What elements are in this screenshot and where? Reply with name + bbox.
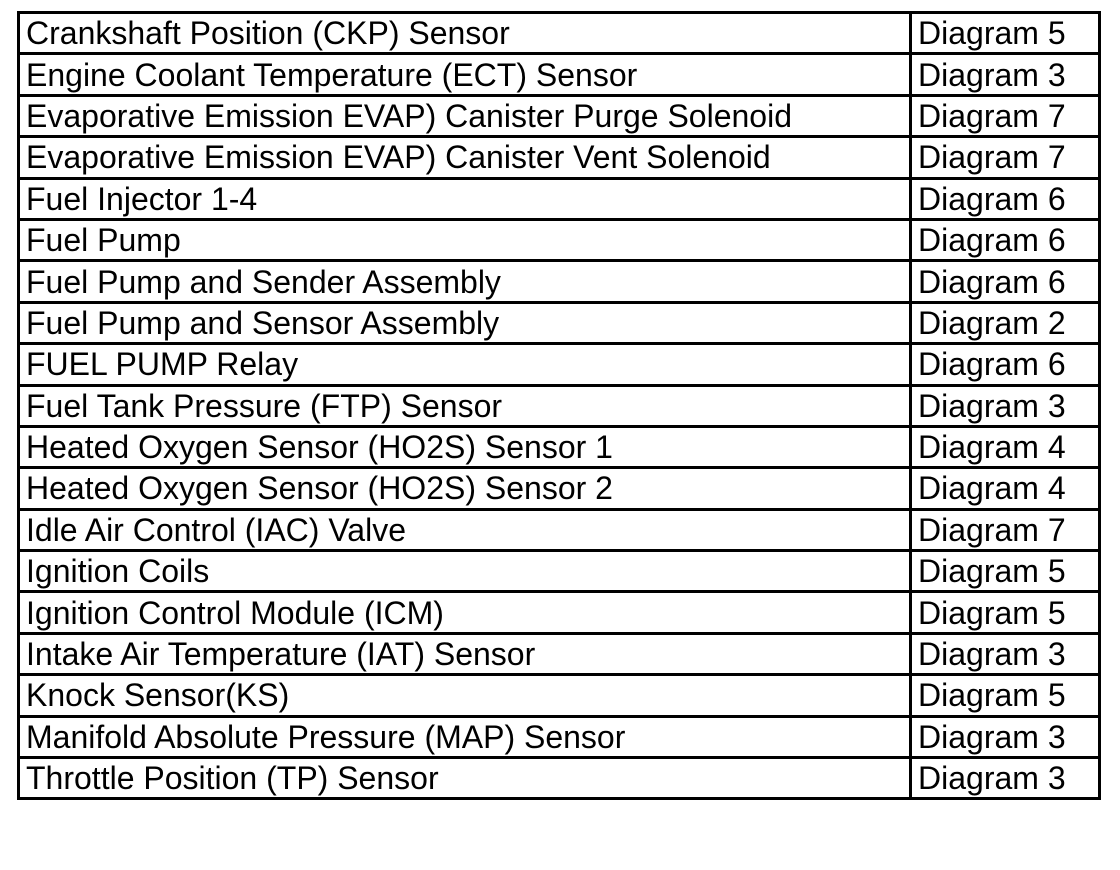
component-name: Fuel Pump and Sender Assembly [19, 261, 911, 302]
diagram-reference: Diagram 3 [911, 716, 1100, 757]
component-name: Heated Oxygen Sensor (HO2S) Sensor 1 [19, 426, 911, 467]
diagram-reference: Diagram 3 [911, 54, 1100, 95]
diagram-reference: Diagram 5 [911, 592, 1100, 633]
component-name: Fuel Injector 1-4 [19, 178, 911, 219]
table-row [19, 592, 1100, 633]
component-name: Idle Air Control (IAC) Valve [19, 509, 911, 550]
diagram-reference: Diagram 4 [911, 426, 1100, 467]
table-row [19, 95, 1100, 136]
table-row [19, 758, 1100, 799]
table-row [19, 551, 1100, 592]
diagram-reference: Diagram 3 [911, 758, 1100, 799]
diagram-reference: Diagram 6 [911, 178, 1100, 219]
diagram-reference: Diagram 5 [911, 551, 1100, 592]
component-name: Ignition Control Module (ICM) [19, 592, 911, 633]
diagram-reference: Diagram 2 [911, 302, 1100, 343]
component-name: Fuel Pump [19, 219, 911, 260]
table-row [19, 261, 1100, 302]
component-name: Knock Sensor(KS) [19, 675, 911, 716]
component-name: Fuel Tank Pressure (FTP) Sensor [19, 385, 911, 426]
table-row [19, 137, 1100, 178]
component-name: Engine Coolant Temperature (ECT) Sensor [19, 54, 911, 95]
diagram-reference: Diagram 3 [911, 633, 1100, 674]
diagram-reference: Diagram 7 [911, 509, 1100, 550]
diagram-reference: Diagram 5 [911, 13, 1100, 54]
table-body [19, 13, 1100, 799]
table-row [19, 344, 1100, 385]
table-row [19, 468, 1100, 509]
component-name: Ignition Coils [19, 551, 911, 592]
table-row [19, 13, 1100, 54]
diagram-reference: Diagram 5 [911, 675, 1100, 716]
component-name: Heated Oxygen Sensor (HO2S) Sensor 2 [19, 468, 911, 509]
component-name: Fuel Pump and Sensor Assembly [19, 302, 911, 343]
table-row [19, 178, 1100, 219]
diagram-reference: Diagram 4 [911, 468, 1100, 509]
component-diagram-table [17, 11, 1101, 800]
table-row [19, 716, 1100, 757]
component-name: Crankshaft Position (CKP) Sensor [19, 13, 911, 54]
table-row [19, 426, 1100, 467]
component-name: Evaporative Emission EVAP) Canister Vent Solenoid [19, 137, 911, 178]
component-name: Throttle Position (TP) Sensor [19, 758, 911, 799]
component-name: FUEL PUMP Relay [19, 344, 911, 385]
diagram-reference: Diagram 3 [911, 385, 1100, 426]
table-row [19, 54, 1100, 95]
table-row [19, 633, 1100, 674]
table-row [19, 385, 1100, 426]
component-name: Evaporative Emission EVAP) Canister Purge Solenoid [19, 95, 911, 136]
diagram-reference: Diagram 6 [911, 344, 1100, 385]
table-row [19, 302, 1100, 343]
diagram-reference: Diagram 6 [911, 219, 1100, 260]
table-row [19, 509, 1100, 550]
component-name: Intake Air Temperature (IAT) Sensor [19, 633, 911, 674]
table-row [19, 219, 1100, 260]
component-name: Manifold Absolute Pressure (MAP) Sensor [19, 716, 911, 757]
diagram-reference: Diagram 7 [911, 137, 1100, 178]
table-row [19, 675, 1100, 716]
diagram-reference: Diagram 6 [911, 261, 1100, 302]
diagram-reference: Diagram 7 [911, 95, 1100, 136]
